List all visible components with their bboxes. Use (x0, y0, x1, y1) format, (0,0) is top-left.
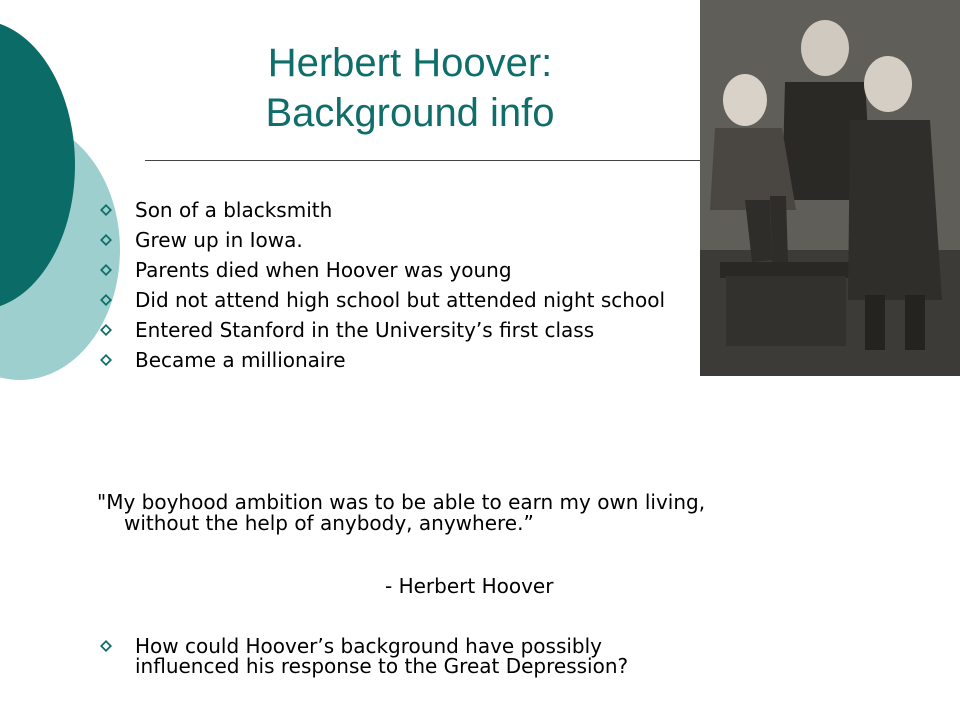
bullet-diamond-icon (100, 640, 112, 652)
bullet-text: Parents died when Hoover was young (135, 258, 512, 282)
slide-title (160, 38, 660, 138)
list-item (100, 320, 680, 340)
slide-title-line-2: Background info (265, 91, 555, 135)
bullet-text: Did not attend high school but attended night school (135, 288, 665, 312)
bullet-diamond-icon (100, 324, 112, 336)
bullet-text: Became a millionaire (135, 348, 346, 372)
bullet-diamond-icon (100, 354, 112, 366)
list-item (100, 200, 680, 220)
historical-photo (700, 0, 960, 376)
photo-illustration (700, 0, 960, 376)
quote-text: "My boyhood ambition was to be able to earn my own living, without the help of anybody, anywhere.” (97, 490, 706, 535)
bullet-list (100, 200, 680, 380)
list-item (100, 260, 680, 280)
question-text: How could Hoover’s background have possibly influenced his response to the Great Depression? (135, 634, 629, 678)
bullet-diamond-icon (100, 294, 112, 306)
list-item (100, 350, 680, 370)
title-divider (145, 160, 700, 161)
bullet-diamond-icon (100, 204, 112, 216)
discussion-question (100, 636, 680, 676)
bullet-text: Son of a blacksmith (135, 198, 333, 222)
bullet-text: Grew up in Iowa. (135, 228, 303, 252)
bullet-diamond-icon (100, 234, 112, 246)
quote-author: - Herbert Hoover (385, 574, 554, 598)
list-item (100, 290, 680, 310)
hoover-quote (97, 492, 717, 534)
list-item (100, 230, 680, 250)
slide-title-line-1: Herbert Hoover: (267, 41, 553, 85)
list-item (100, 636, 680, 676)
bullet-diamond-icon (100, 264, 112, 276)
bullet-text: Entered Stanford in the University’s first class (135, 318, 595, 342)
